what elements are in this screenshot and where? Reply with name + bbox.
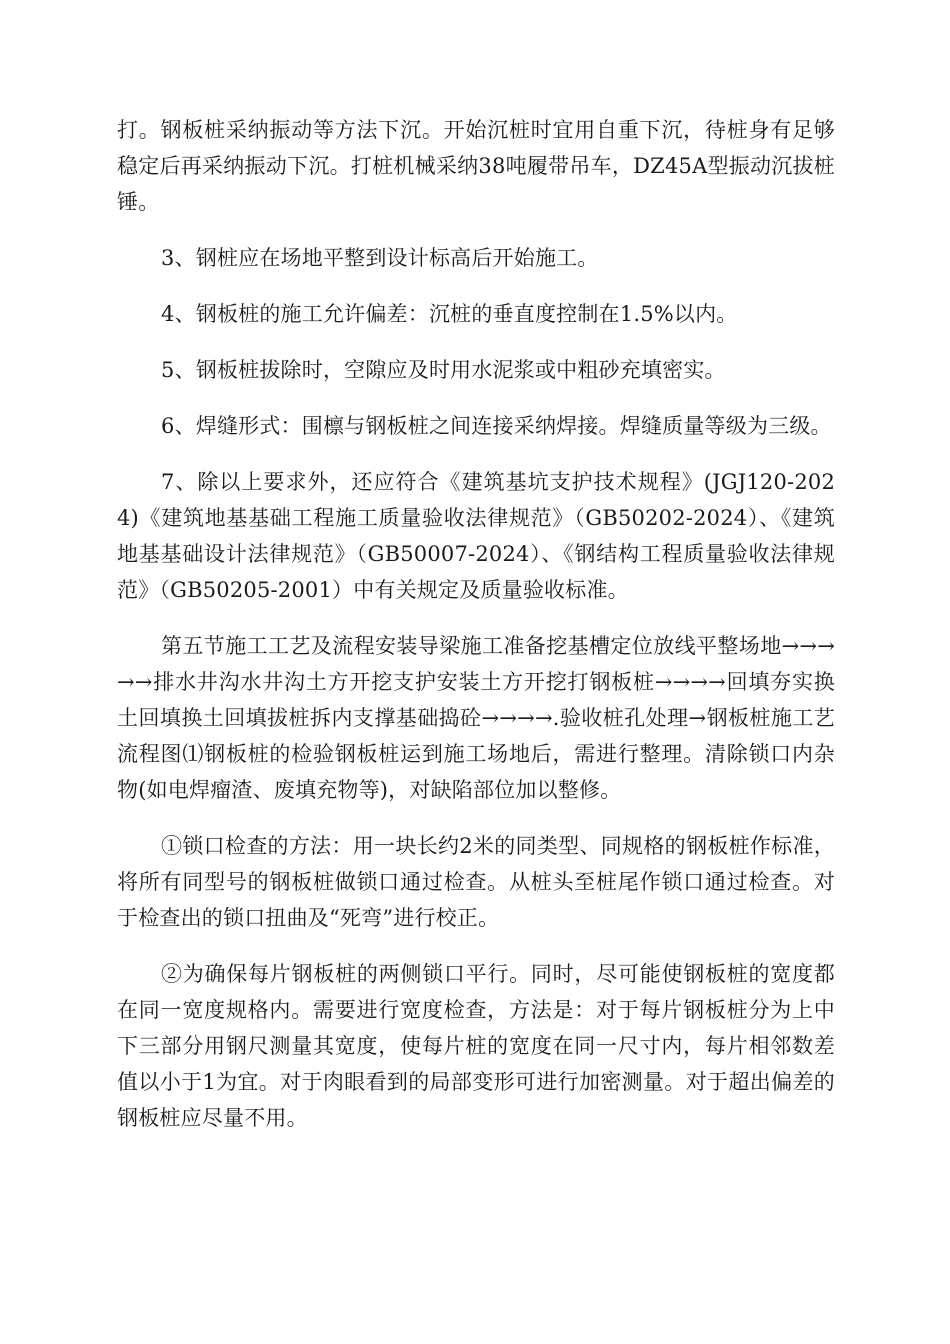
- paragraph-item-5: 5、钢板桩拔除时，空隙应及时用水泥浆或中粗砂充填密实。: [161, 358, 726, 382]
- paragraph-item-6: 6、焊缝形式：围檩与钢板桩之间连接采纳焊接。焊缝质量等级为三级。: [161, 414, 832, 438]
- paragraph-lock-check: ①锁口检查的方法：用一块长约2米的同类型、同规格的钢板桩作标准，将所有同型号的钢板桩做锁口通过检查。从桩头至桩尾作锁口通过检查。对于检查出的锁口扭曲及“死弯”进行校正。: [117, 834, 835, 930]
- paragraph-continuation: 打。钢板桩采纳振动等方法下沉。开始沉桩时宜用自重下沉，待桩身有足够稳定后再采纳振动下沉。打桩机械采纳38吨履带吊车，DZ45A型振动沉拔桩锤。: [117, 118, 835, 214]
- paragraph-section-5: 第五节施工工艺及流程安装导梁施工准备挖基槽定位放线平整场地→→→→→排水井沟水井沟土方开挖支护安装土方开挖打钢板桩→→→→回填夯实换土回填换土回填拔桩拆内支撑基础捣砼→→→→.验收桩孔处理→钢板桩施工艺流程图⑴钢板桩的检验钢板桩运到施工场地后，需进行整理。清除锁口内杂物(如电焊瘤渣、废填充物等)，对缺陷部位加以整修。: [117, 634, 835, 802]
- paragraph-item-7: 7、除以上要求外，还应符合《建筑基坑支护技术规程》(JGJ120-2024)《建筑地基基础工程施工质量验收法律规范》（GB50202-2024）、《建筑地基基础设计法律规范》（GB50007-2024）、《钢结构工程质量验收法律规范》（GB50205-2001）中有关规定及质量验收标准。: [117, 470, 835, 602]
- document-body: [117, 112, 835, 1156]
- paragraph-item-3: 3、钢桩应在场地平整到设计标高后开始施工。: [161, 246, 599, 270]
- paragraph-item-4: 4、钢板桩的施工允许偏差：沉桩的垂直度控制在1.5%以内。: [161, 302, 738, 326]
- paragraph-width-check: ②为确保每片钢板桩的两侧锁口平行。同时，尽可能使钢板桩的宽度都在同一宽度规格内。需要进行宽度检查，方法是：对于每片钢板桩分为上中下三部分用钢尺测量其宽度，使每片桩的宽度在同一尺寸内，每片相邻数差值以小于1为宜。对于肉眼看到的局部变形可进行加密测量。对于超出偏差的钢板桩应尽量不用。: [117, 962, 835, 1130]
